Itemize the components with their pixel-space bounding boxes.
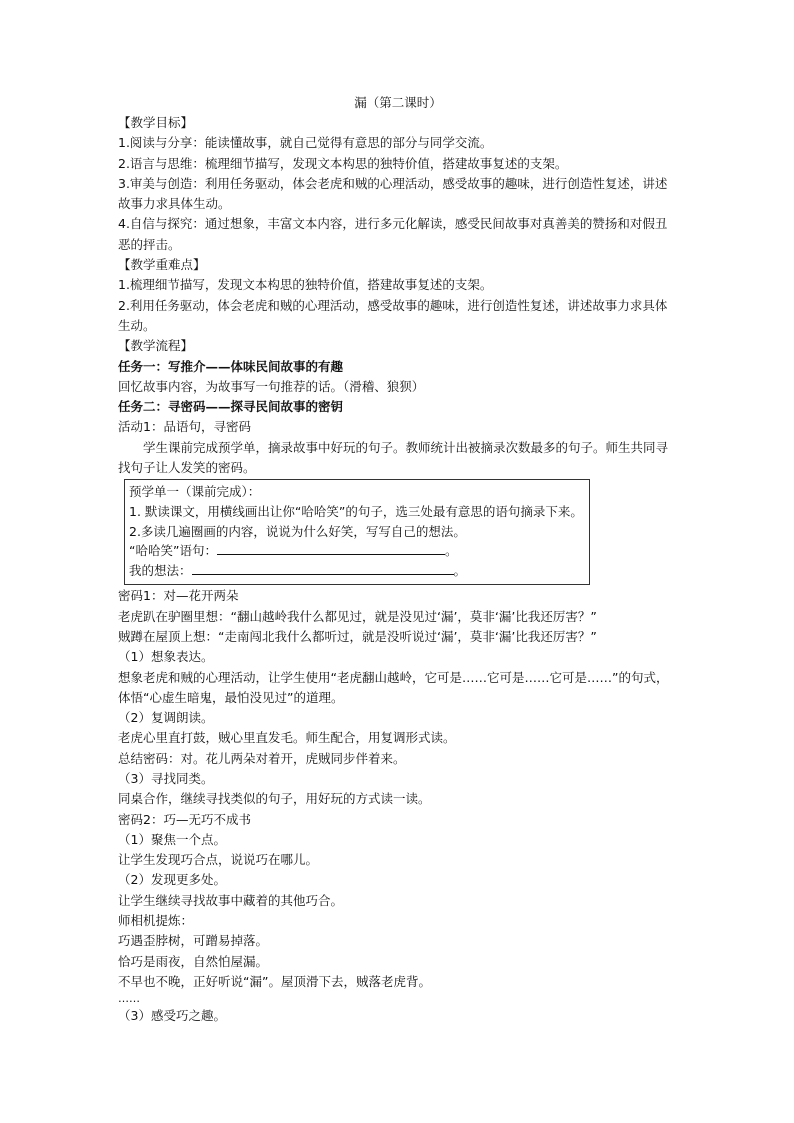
goal-item: 4.自信与探究：通过想象，丰富文本内容，进行多元化解读，感受民间故事对真善美的赞扬和对假丑恶的抨击。 — [118, 216, 668, 252]
thief-quote: 贼蹲在屋顶上想：“走南闯北我什么都听过，就是没听说过‘漏’，莫非‘漏’比我还厉害？” — [118, 628, 597, 644]
step-heading: （3）寻找同类。 — [118, 770, 214, 786]
sentence-blank — [217, 541, 445, 555]
code1-title: 密码1：对—花开两朵 — [118, 588, 239, 604]
task1-text: 回忆故事内容，为故事写一句推荐的话。（滑稽、狼狈） — [118, 378, 425, 394]
code-summary: 总结密码：对。花儿两朵对着开，虎贼同步伴着来。 — [118, 750, 406, 766]
goal-item: 2.语言与思维：梳理细节描写，发现文本构思的独特价值，搭建故事复述的支架。 — [118, 155, 568, 171]
sentence-label: “哈哈笑”语句： — [129, 543, 217, 559]
task1-title: 任务一：写推介——体味民间故事的有趣 — [118, 358, 344, 374]
code2-title: 密码2：巧—无巧不成书 — [118, 811, 251, 827]
step-text: 同桌合作，继续寻找类似的句子，用好玩的方式读一读。 — [118, 791, 431, 807]
activity1-title: 活动1：品语句，寻密码 — [118, 419, 251, 435]
flow-heading: 【教学流程】 — [118, 338, 194, 354]
key-point-item: 1.梳理细节描写，发现文本构思的独特价值，搭建故事复述的支架。 — [118, 277, 493, 293]
tiger-quote: 老虎趴在驴圈里想：“翻山越岭我什么都见过，就是没见过‘漏’，莫非‘漏’比我还厉害？” — [118, 608, 597, 624]
pre-study-sheet-box — [124, 479, 590, 585]
end-mark: 。 — [453, 562, 467, 578]
thought-label: 我的想法： — [129, 562, 192, 578]
step-text: 老虎心里直打鼓，贼心里直发毛。师生配合，用复调形式读。 — [118, 730, 456, 746]
teacher-refine-label: 师相机提炼： — [118, 913, 194, 929]
step-heading: （2）复调朗读。 — [118, 710, 214, 726]
box-heading: 预学单一（课前完成）： — [129, 484, 261, 500]
sentence-fill-row — [129, 541, 583, 561]
step-text: 想象老虎和贼的心理活动，让学生使用“老虎翻山越岭，它可是……它可是……它可是……”的句式，体悟“心虚生暗鬼，最怕没见过”的道理。 — [118, 669, 669, 705]
step-heading: （3）感受巧之趣。 — [118, 1008, 226, 1024]
goal-item: 1.阅读与分享：能读懂故事，就自己觉得有意思的部分与同学交流。 — [118, 135, 493, 151]
thought-blank — [192, 561, 454, 575]
refine-line: 不早也不晚，正好听说“漏”。屋顶滑下去，贼落老虎背。 — [118, 973, 431, 989]
ellipsis: …… — [118, 992, 140, 1006]
refine-line: 巧遇歪脖树，可蹭易掉落。 — [118, 933, 269, 949]
end-mark: 。 — [444, 543, 458, 559]
step-heading: （1）聚焦一个点。 — [118, 831, 226, 847]
step-heading: （2）发现更多处。 — [118, 872, 226, 888]
goals-heading: 【教学目标】 — [118, 115, 194, 130]
box-item: 2.多读几遍圈画的内容，说说为什么好笑，写写自己的想法。 — [129, 523, 466, 539]
document-body — [118, 93, 678, 1027]
goal-item: 3.审美与创造：利用任务驱动，体会老虎和贼的心理活动，感受故事的趣味，进行创造性复述，讲述故事力求具体生动。 — [118, 175, 668, 212]
refine-line: 恰巧是雨夜，自然怕屋漏。 — [118, 953, 269, 969]
activity1-text: 学生课前完成预学单，摘录故事中好玩的句子。教师统计出被摘录次数最多的句子。师生共同寻找句子让人发笑的密码。 — [118, 439, 669, 476]
task2-title: 任务二：寻密码——探寻民间故事的密钥 — [118, 399, 344, 415]
step-text: 让学生发现巧合点，说说巧在哪儿。 — [118, 852, 319, 868]
box-item: 1. 默读课文，用横线画出让你“哈哈笑”的句子，选三处最有意思的语句摘录下来。 — [129, 503, 583, 519]
key-points-heading: 【教学重难点】 — [118, 257, 206, 273]
key-point-item: 2.利用任务驱动，体会老虎和贼的心理活动，感受故事的趣味，进行创造性复述，讲述故事力求具体生动。 — [118, 297, 668, 333]
step-heading: （1）想象表达。 — [118, 649, 214, 665]
step-text: 让学生继续寻找故事中藏着的其他巧合。 — [118, 892, 344, 908]
thought-fill-row — [129, 561, 583, 581]
page-title: 漏（第二课时） — [354, 95, 442, 110]
